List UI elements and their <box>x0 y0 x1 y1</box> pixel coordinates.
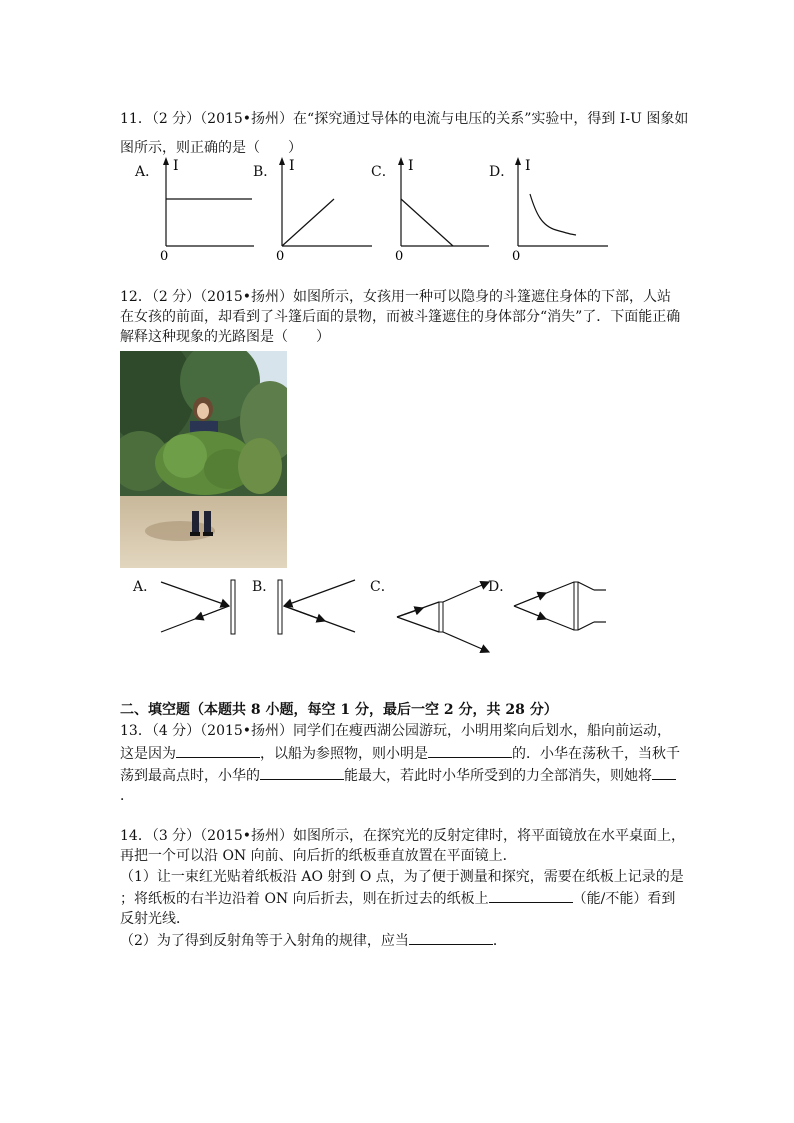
q11-d-axis-i: I <box>525 158 531 174</box>
q11-b-axis-i: I <box>289 158 295 174</box>
q14-line6-text-b: ． <box>492 933 507 949</box>
q14-stem-line2: 再把一个可以沿 ON 向前、向后折的纸板垂直放置在平面镜上． <box>120 848 517 864</box>
q14-blank-2[interactable] <box>409 930 493 945</box>
q14-stem-line5: 反射光线． <box>120 911 190 927</box>
q14-line4-text-a: ；将纸板的右半边沿着 ON 向后折去，则在折过去的纸板上 <box>120 891 489 907</box>
q12-option-b-label: B． <box>252 579 277 595</box>
q11-stem-line2: 图所示，则正确的是（ ） <box>120 140 302 156</box>
q11-option-a-label: A． <box>135 164 160 180</box>
q14-line4-text-b: （能/不能）看到 <box>572 891 676 907</box>
q11-d-curve <box>530 194 576 235</box>
q11-a-origin: 0 <box>160 249 169 262</box>
q12-photo <box>120 351 287 568</box>
q11-a-axis-i: I <box>173 158 179 174</box>
q12-ray-diagram-c <box>393 578 493 656</box>
q12-ray-diagram-b <box>275 576 365 640</box>
q13-stem-line4: ． <box>120 788 134 804</box>
q11-d-origin: 0 <box>512 249 521 262</box>
q11-option-b-label: B． <box>253 164 278 180</box>
q13-stem-line1: 13．（4 分）（2015•扬州）同学们在瘦西湖公园游玩，小明用桨向后划水，船向前运动， <box>120 723 672 739</box>
q11-stem-line1: 11．（2 分）（2015•扬州）在“探究通过导体的电流与电压的关系”实验中，得到 I-U 图象如 <box>120 111 689 127</box>
q11-graph-b <box>274 156 374 262</box>
q13-line2-text-a: 这是因为 <box>120 746 176 762</box>
q11-c-curve <box>401 199 453 246</box>
q13-blank-3[interactable] <box>260 765 344 780</box>
q13-line2-text-b: ，以船为参照物，则小明是 <box>260 746 428 762</box>
q13-blank-1[interactable] <box>176 743 260 758</box>
q11-option-d-label: D． <box>489 164 515 180</box>
q13-blank-4[interactable] <box>652 765 676 780</box>
q11-c-axis-i: I <box>408 158 414 174</box>
q12-option-a-label: A． <box>133 579 158 595</box>
q13-line3-text-a: 荡到最高点时，小华的 <box>120 768 260 784</box>
q11-b-curve <box>282 199 334 246</box>
q14-line6-text-a: （2）为了得到反射角等于入射角的规律，应当 <box>120 933 409 949</box>
q13-stem-line2 <box>120 743 680 764</box>
q12-option-d-label: D． <box>488 579 514 595</box>
q12-option-c-label: C． <box>370 579 395 595</box>
q13-line2-text-c: 的．小华在荡秋千，当秋千 <box>512 746 680 762</box>
q14-stem-line1: 14．（3 分）（2015•扬州）如图所示，在探究光的反射定律时，将平面镜放在水平桌面上， <box>120 828 686 844</box>
q11-graph-d <box>510 156 610 262</box>
q11-c-origin: 0 <box>395 249 404 262</box>
q12-ray-diagram-d <box>510 578 610 638</box>
q11-option-c-label: C． <box>371 164 396 180</box>
q12-ray-diagram-a <box>155 576 245 640</box>
q13-blank-2[interactable] <box>428 743 512 758</box>
q11-graph-c <box>393 156 493 262</box>
section2-title: 二、填空题（本题共 8 小题，每空 1 分，最后一空 2 分，共 28 分） <box>120 702 558 718</box>
q14-stem-line3: （1）让一束红光贴着纸板沿 AO 射到 O 点，为了便于测量和探究，需要在纸板上记录的是 <box>120 869 684 885</box>
q11-b-origin: 0 <box>276 249 285 262</box>
q13-stem-line3 <box>120 765 676 786</box>
q14-blank-1[interactable] <box>489 888 573 903</box>
q11-graph-a <box>158 156 258 262</box>
q12-stem-line2: 在女孩的前面，却看到了斗篷后面的景物，而被斗篷遮住的身体部分“消失”了．下面能正确 <box>120 309 681 325</box>
q12-stem-line3: 解释这种现象的光路图是（ ） <box>120 329 330 345</box>
q12-stem-line1: 12．（2 分）（2015•扬州）如图所示，女孩用一种可以隐身的斗篷遮住身体的下部，人站 <box>120 289 672 305</box>
q13-line3-text-b: 能最大，若此时小华所受到的力全部消失，则她将 <box>344 768 652 784</box>
q14-stem-line4 <box>120 888 675 909</box>
q14-stem-line6 <box>120 930 507 951</box>
